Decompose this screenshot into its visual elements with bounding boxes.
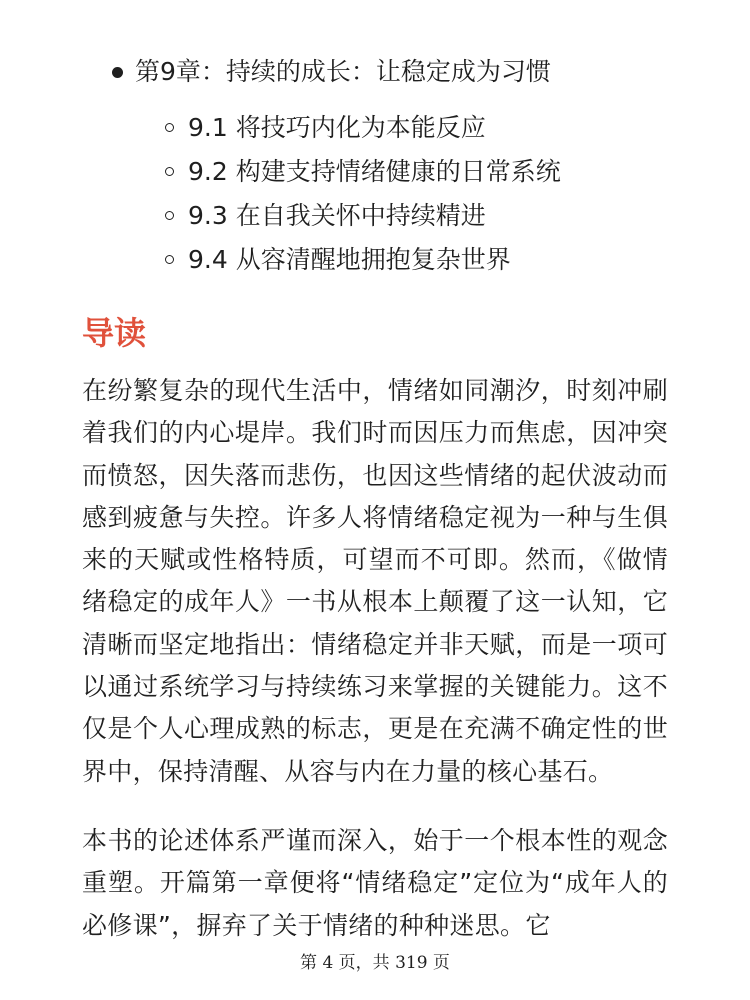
toc-section-label: 9.1 将技巧内化为本能反应	[188, 113, 486, 142]
circle-bullet-icon	[165, 255, 174, 264]
body-paragraph: 在纷繁复杂的现代生活中，情绪如同潮汐，时刻冲刷着我们的内心堤岸。我们时而因压力而焦虑，因冲突而愤怒，因失落而悲伤，也因这些情绪的起伏波动而感到疲惫与失控。许多人将情绪稳定视为一种与生俱来的天赋或性格特质，可望而不可即。然而，《做情绪稳定的成年人》一书从根本上颠覆了这一认知，它清晰而坚定地指出：情绪稳定并非天赋，而是一项可以通过系统学习与持续练习来掌握的关键能力。这不仅是个人心理成熟的标志，更是在充满不确定性的世界中，保持清醒、从容与内在力量的核心基石。	[82, 376, 668, 786]
body-paragraph: 本书的论述体系严谨而深入，始于一个根本性的观念重塑。开篇第一章便将“情绪稳定”定位为“成年人的必修课”，摒弃了关于情绪的种种迷思。它	[82, 826, 668, 940]
chapter-bullet-icon	[112, 67, 123, 78]
toc-section-label: 9.3 在自我关怀中持续精进	[188, 201, 486, 230]
circle-bullet-icon	[165, 123, 174, 132]
toc-section-item	[162, 152, 722, 192]
section-heading: 导读	[82, 314, 147, 352]
toc-section-item	[162, 196, 722, 236]
toc-section-item	[162, 240, 722, 280]
toc-section-label: 9.2 构建支持情绪健康的日常系统	[188, 157, 561, 186]
toc-section-item	[162, 108, 722, 148]
circle-bullet-icon	[165, 211, 174, 220]
circle-bullet-icon	[165, 167, 174, 176]
page-number: 第 4 页，共 319 页	[300, 953, 450, 973]
toc-section-label: 9.4 从容清醒地拥抱复杂世界	[188, 245, 511, 274]
toc-chapter-title: 第9章：持续的成长：让稳定成为习惯	[135, 57, 551, 86]
